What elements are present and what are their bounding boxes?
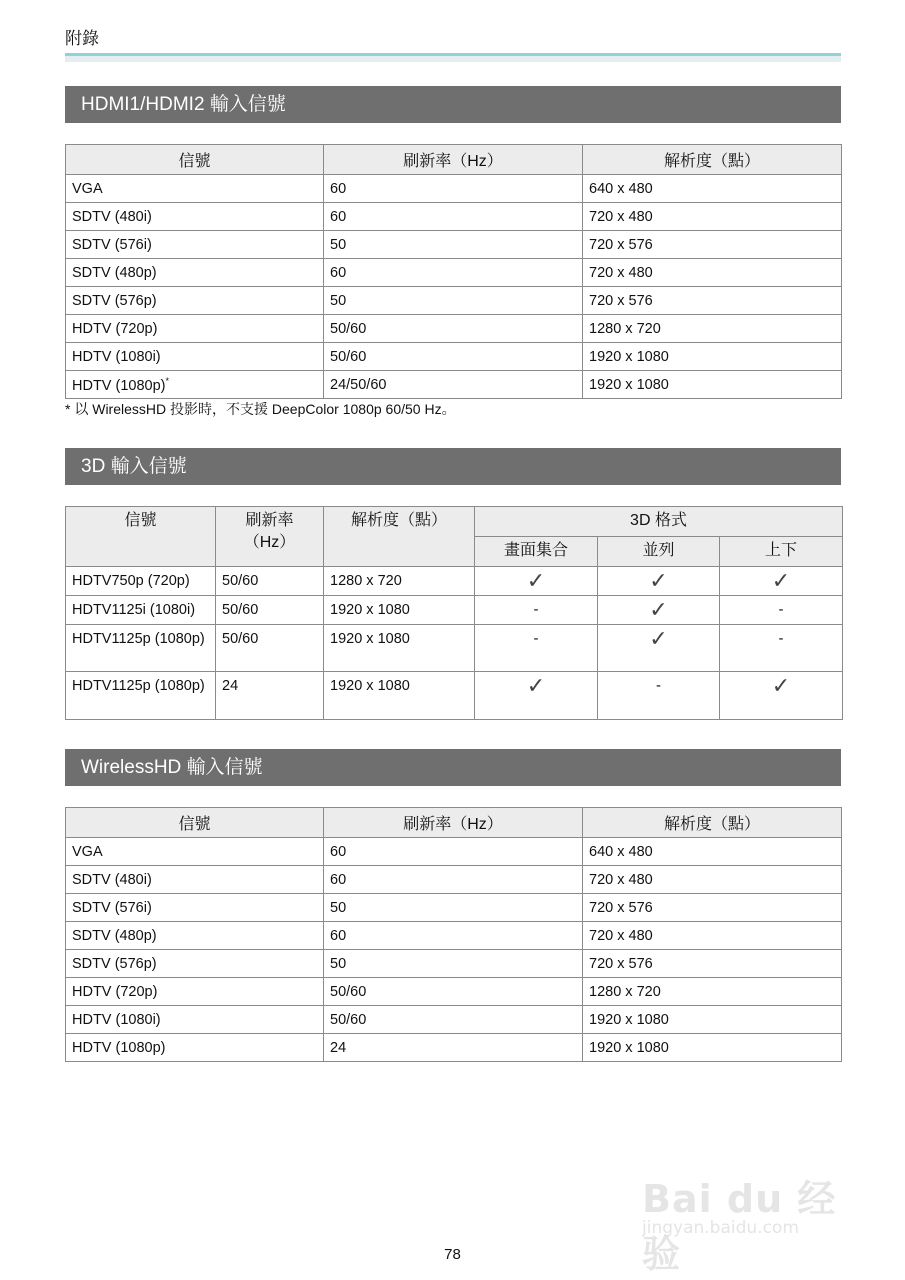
cell-text: HDTV (720p) (72, 983, 158, 1000)
cell-text: 720 x 576 (589, 899, 653, 916)
cell-text: 50/60 (330, 1011, 367, 1028)
table-row (66, 231, 842, 259)
3d-column-header-format: 3D 格式 (475, 507, 843, 537)
cell-text: 720 x 576 (589, 292, 653, 309)
table-row (66, 371, 842, 399)
signal-cell (66, 838, 324, 866)
3d-resolution-cell: 1920 x 1080 (324, 625, 475, 672)
3d-top-bottom-cell: - (720, 596, 843, 625)
resolution-cell (583, 343, 842, 371)
table-row (66, 866, 842, 894)
resolution-cell (583, 978, 842, 1006)
section-title-wireless: WirelessHD 輸入信號 (65, 749, 841, 786)
cell-text: 1280 x 720 (589, 983, 661, 1000)
cell-text: 1920 x 1080 (589, 348, 669, 365)
resolution-cell (583, 259, 842, 287)
resolution-cell (583, 371, 842, 399)
cell-text: 50 (330, 955, 347, 972)
refresh-cell (324, 978, 583, 1006)
cell-text: SDTV (576p) (72, 292, 157, 309)
3d-top-bottom-cell: ✓ (720, 672, 843, 720)
refresh-cell (324, 838, 583, 866)
3d-refresh-unit: （Hz） (243, 534, 296, 551)
3d-resolution-cell: 1920 x 1080 (324, 672, 475, 720)
refresh-cell (324, 259, 583, 287)
signal-cell (66, 315, 324, 343)
footnote-marker: * (165, 375, 169, 386)
cell-text: SDTV (576p) (72, 955, 157, 972)
cell-text: 50/60 (330, 348, 367, 365)
hdmi-footnote: * 以 WirelessHD 投影時，不支援 DeepColor 1080p 60/50 Hz。 (65, 401, 456, 417)
refresh-cell (324, 866, 583, 894)
column-header-resolution: 解析度（點） (583, 145, 842, 175)
cell-text: 1920 x 1080 (589, 376, 669, 393)
cell-text: 60 (330, 843, 347, 860)
signal-cell (66, 231, 324, 259)
column-header-refresh: 刷新率（Hz） (324, 145, 583, 175)
signal-cell (66, 978, 324, 1006)
signal-cell (66, 950, 324, 978)
3d-signal-cell: HDTV1125i (1080i) (66, 596, 216, 625)
signal-cell (66, 866, 324, 894)
cell-text: HDTV (1080i) (72, 348, 161, 365)
3d-signal-table (65, 506, 843, 720)
section-title-hdmi: HDMI1/HDMI2 輸入信號 (65, 86, 841, 123)
wireless-signal-table (65, 807, 842, 1062)
table-row (66, 625, 843, 672)
cell-text: SDTV (480i) (72, 871, 152, 888)
resolution-cell (583, 203, 842, 231)
3d-refresh-cell: 50/60 (216, 625, 324, 672)
resolution-cell (583, 175, 842, 203)
signal-cell (66, 922, 324, 950)
table-row (66, 259, 842, 287)
cell-text: 50/60 (330, 983, 367, 1000)
cell-text: 640 x 480 (589, 180, 653, 197)
cell-text: SDTV (480i) (72, 208, 152, 225)
cell-text: 50/60 (330, 320, 367, 337)
cell-text: 640 x 480 (589, 843, 653, 860)
cell-text: 720 x 480 (589, 264, 653, 281)
cell-text: 60 (330, 208, 347, 225)
header-label: 附錄 (65, 29, 99, 48)
cell-text: 60 (330, 871, 347, 888)
table-row (66, 315, 842, 343)
3d-subheader-side-by-side: 並列 (598, 537, 720, 567)
resolution-cell (583, 922, 842, 950)
page-number: 78 (444, 1246, 461, 1263)
3d-frame-packing-cell: - (475, 596, 598, 625)
3d-refresh-cell: 50/60 (216, 567, 324, 596)
cell-text: 50 (330, 292, 347, 309)
refresh-cell (324, 1034, 583, 1062)
3d-refresh-cell: 50/60 (216, 596, 324, 625)
signal-cell (66, 287, 324, 315)
signal-cell (66, 371, 324, 399)
resolution-cell (583, 1006, 842, 1034)
cell-text: SDTV (576i) (72, 899, 152, 916)
3d-frame-packing-cell: ✓ (475, 672, 598, 720)
cell-text: 1280 x 720 (589, 320, 661, 337)
table-row (66, 672, 843, 720)
3d-resolution-cell: 1280 x 720 (324, 567, 475, 596)
refresh-cell (324, 175, 583, 203)
3d-top-bottom-cell: - (720, 625, 843, 672)
3d-frame-packing-cell: ✓ (475, 567, 598, 596)
header-rule-shadow (65, 56, 841, 62)
cell-text: SDTV (480p) (72, 927, 157, 944)
3d-refresh-label: 刷新率 (245, 512, 294, 529)
table-row (66, 596, 843, 625)
resolution-cell (583, 1034, 842, 1062)
3d-column-header-refresh (216, 507, 324, 567)
cell-text: 720 x 480 (589, 871, 653, 888)
table-row (66, 203, 842, 231)
cell-text: 60 (330, 180, 347, 197)
refresh-cell (324, 315, 583, 343)
cell-text: 720 x 576 (589, 236, 653, 253)
table-row (66, 343, 842, 371)
refresh-cell (324, 343, 583, 371)
signal-cell (66, 1006, 324, 1034)
refresh-cell (324, 950, 583, 978)
signal-cell (66, 1034, 324, 1062)
3d-refresh-cell: 24 (216, 672, 324, 720)
resolution-cell (583, 866, 842, 894)
wireless-column-header-resolution: 解析度（點） (583, 808, 842, 838)
table-row (66, 175, 842, 203)
cell-text: 60 (330, 927, 347, 944)
3d-resolution-cell: 1920 x 1080 (324, 596, 475, 625)
signal-cell (66, 175, 324, 203)
table-row (66, 1034, 842, 1062)
table-row (66, 287, 842, 315)
section-title-3d: 3D 輸入信號 (65, 448, 841, 485)
cell-text: HDTV (1080p) (72, 1039, 166, 1056)
3d-frame-packing-cell: - (475, 625, 598, 672)
table-row (66, 567, 843, 596)
cell-text: SDTV (480p) (72, 264, 157, 281)
hdmi-signal-table (65, 144, 842, 399)
3d-column-header-resolution: 解析度（點） (324, 507, 475, 567)
cell-text: VGA (72, 843, 103, 860)
wireless-column-header-refresh: 刷新率（Hz） (324, 808, 583, 838)
cell-text: 50 (330, 899, 347, 916)
table-row (66, 978, 842, 1006)
table-row (66, 922, 842, 950)
3d-side-by-side-cell: ✓ (598, 625, 720, 672)
watermark-url: jingyan.baidu.com (642, 1218, 799, 1238)
3d-signal-cell: HDTV750p (720p) (66, 567, 216, 596)
cell-text: HDTV (1080i) (72, 1011, 161, 1028)
cell-text: 50 (330, 236, 347, 253)
cell-text: SDTV (576i) (72, 236, 152, 253)
refresh-cell (324, 287, 583, 315)
3d-top-bottom-cell: ✓ (720, 567, 843, 596)
3d-side-by-side-cell: ✓ (598, 567, 720, 596)
cell-text: 720 x 480 (589, 927, 653, 944)
refresh-cell (324, 1006, 583, 1034)
resolution-cell (583, 315, 842, 343)
refresh-cell (324, 922, 583, 950)
cell-text: 60 (330, 264, 347, 281)
3d-side-by-side-cell: ✓ (598, 596, 720, 625)
watermark-logo-text: Bai du 经验 (642, 1177, 837, 1276)
resolution-cell (583, 838, 842, 866)
cell-text: HDTV (720p) (72, 320, 158, 337)
3d-subheader-frame-packing: 畫面集合 (475, 537, 598, 567)
resolution-cell (583, 950, 842, 978)
3d-side-by-side-cell: - (598, 672, 720, 720)
signal-cell (66, 203, 324, 231)
resolution-cell (583, 287, 842, 315)
refresh-cell (324, 231, 583, 259)
resolution-cell (583, 894, 842, 922)
3d-signal-cell: HDTV1125p (1080p) (66, 672, 216, 720)
wireless-column-header-signal: 信號 (66, 808, 324, 838)
cell-text: 720 x 480 (589, 208, 653, 225)
3d-signal-cell: HDTV1125p (1080p) (66, 625, 216, 672)
cell-text: 24 (330, 1039, 347, 1056)
3d-subheader-top-bottom: 上下 (720, 537, 843, 567)
table-row (66, 838, 842, 866)
column-header-signal: 信號 (66, 145, 324, 175)
cell-text: 720 x 576 (589, 955, 653, 972)
cell-text: 1920 x 1080 (589, 1011, 669, 1028)
cell-text: HDTV (1080p) (72, 377, 166, 394)
refresh-cell (324, 203, 583, 231)
table-row (66, 1006, 842, 1034)
cell-text: VGA (72, 180, 103, 197)
resolution-cell (583, 231, 842, 259)
3d-column-header-signal: 信號 (66, 507, 216, 567)
signal-cell (66, 894, 324, 922)
table-row (66, 950, 842, 978)
table-row (66, 894, 842, 922)
baidu-watermark (640, 1140, 860, 1276)
refresh-cell (324, 894, 583, 922)
signal-cell (66, 259, 324, 287)
cell-text: 24/50/60 (330, 376, 387, 393)
signal-cell (66, 343, 324, 371)
cell-text: 1920 x 1080 (589, 1039, 669, 1056)
refresh-cell (324, 371, 583, 399)
